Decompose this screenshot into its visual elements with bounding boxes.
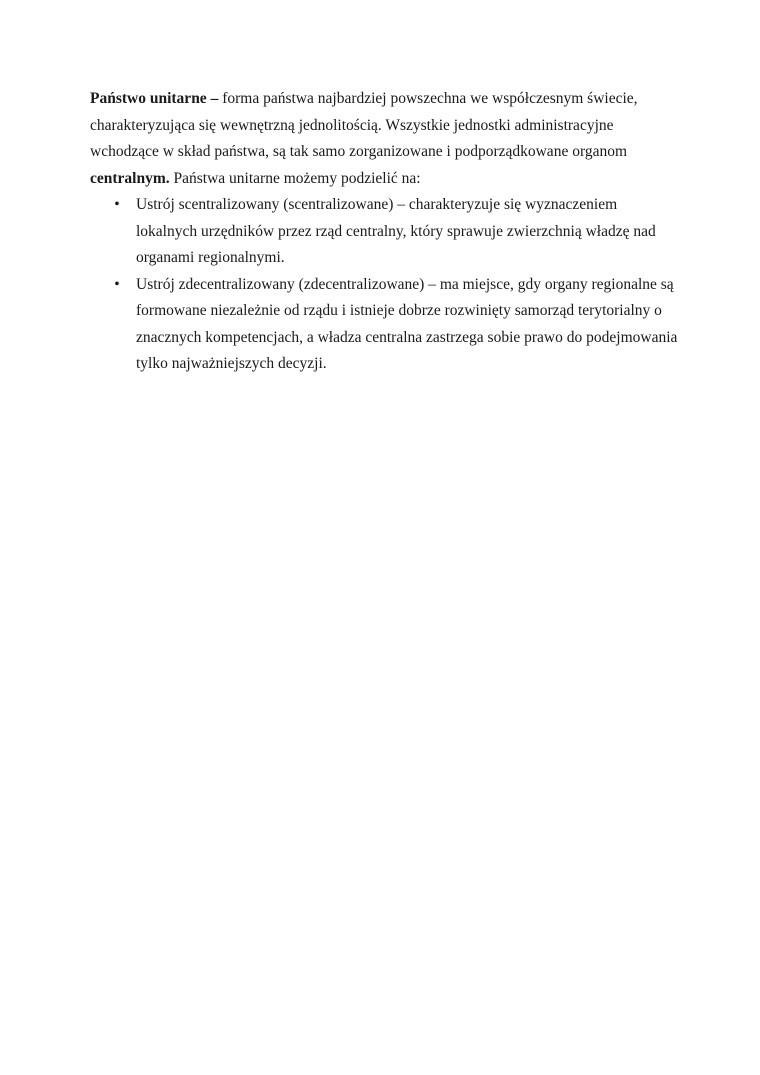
list-item xyxy=(90,192,680,272)
bullet-list xyxy=(90,192,680,378)
defined-term: Państwo unitarne – xyxy=(90,90,219,107)
list-item-text: Ustrój scentralizowany (scentralizowane) – charakteryzuje się wyznaczeniem lokalnych urzędników przez rząd centralny, który sprawuje zwierzchnią władzę nad organami regionalnymi. xyxy=(136,196,656,266)
bullet-icon: • xyxy=(114,275,120,293)
document-body xyxy=(90,86,680,378)
bullet-icon: • xyxy=(114,196,120,213)
intro-text-part1: forma państwa najbardziej powszechna we współczesnym świecie, charakteryzująca się wewnętrzną jednolitością. Wszystkie jednostki administracyjne wchodzące w skład państwa, są tak samo zorganizowane i podporządkowane organom xyxy=(90,90,638,160)
intro-paragraph xyxy=(90,86,680,192)
list-item-text: Ustrój zdecentralizowany (zdecentralizowane) – ma miejsce, gdy organy regionalne są formowane niezależnie od rządu i istnieje dobrze rozwinięty samorząd terytorialny o znacznych kompetencjach, a władza centralna zastrzega sobie prawo do podejmowania tylko najważniejszych decyzji. xyxy=(136,275,678,372)
list-item xyxy=(90,272,680,378)
intro-bold-word: centralnym. xyxy=(90,169,170,187)
intro-text-part2: Państwa unitarne możemy podzielić na: xyxy=(169,169,421,187)
